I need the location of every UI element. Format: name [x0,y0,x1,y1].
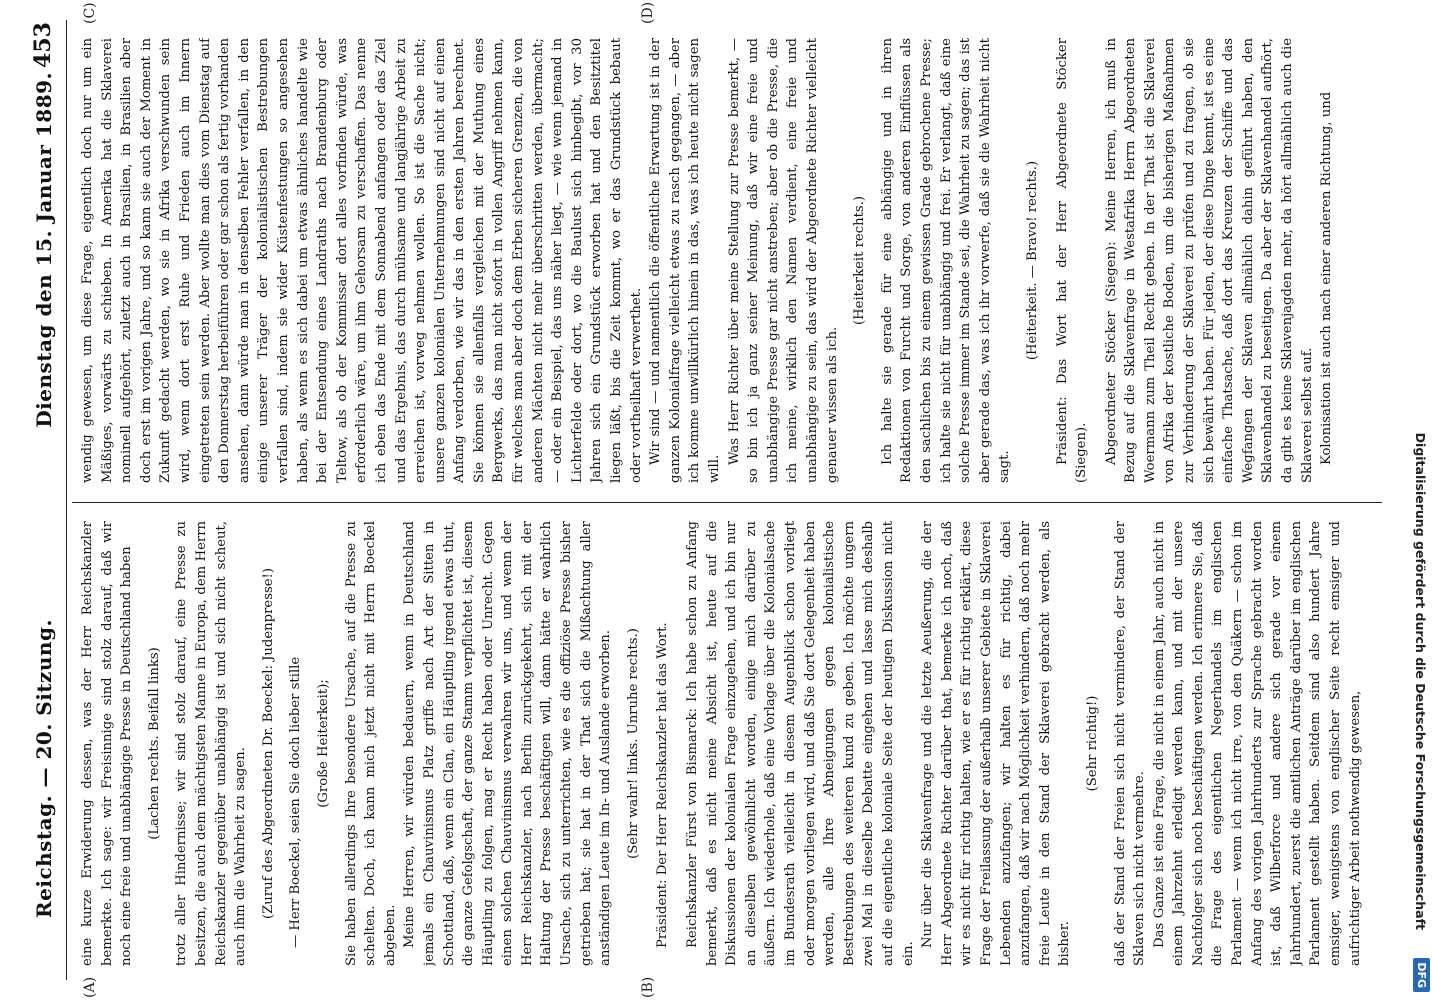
header-date: Dienstag den 15. Januar 1889. [32,72,56,428]
margin-mark-c: (C) [82,2,98,24]
paragraph: — Herr Boeckel, seien Sie doch lieber stille [288,656,304,948]
page-number: 453 [30,22,56,68]
interjection: (Sehr richtig!) [1084,695,1100,792]
right-column [78,38,1378,483]
paragraph: Nur über die Sklavenfrage und die letzte Aeußerung, die der Herr Abgeordnete Richter darüber that, bemerke ich noch, daß wir es nicht für richtig halten, wie er es für richtig erklärt, diese Frage der Freilassung der außerhalb unserer Gebiete in Sklaverei Lebenden anzufangen; wir halten es für richtig, dabei anzufangen, daß wir nach Möglichkeit verhindern, daß noch mehr freie Leute in den Stand der Sklaverei gebracht werden, als bisher. [920,521,1073,966]
digitization-credit [1410,0,1432,1000]
speaker-announcement: Präsident: Der Herr Reichskanzler hat das Wort. [655,622,671,948]
left-column [78,521,1378,966]
paragraph: Kolonisation ist auch nach einer anderen Richtung, und [1319,91,1335,465]
interjection: (Lachen rechts. Beifall links) [146,647,162,840]
paragraph: eine kurze Erwiderung dessen, was der Herr Reichskanzler bemerkte. Ich sage: wir Freisinnige sind stolz darauf, daß wir noch eine freie und unabhängige Presse in Deutschland haben [80,521,135,966]
margin-mark-b: (B) [640,976,656,998]
paragraph: Reichskanzler Fürst von Bismarck: Ich habe schon zu Anfang bemerkt, daß es nicht meine Absicht ist, heute auf die Diskussionen der kolonialen Frage einzugehen, und ich bin nur an dieselben gewöhnlicht worden, einige mich darüber zu äußern. Ich wiederhole, daß eine Vorlage über die Kolonialsache im Bundesrath vielleicht in diesem Augenblick schon vorliegt oder morgen vorliegen wird, und daß Sie dort Gelegenheit haben werden, alle Ihre Abneigungen gegen kolonialistische Bestrebungen des weiteren kund zu geben. Ich möchte ungern zwei Mal in dieselbe Debatte eingehen und lasse mich deshalb auf die eigentliche koloniale Seite der heutigen Diskussion nicht ein. [685,521,916,966]
paragraph: Abgeordneter Stöcker (Siegen): Meine Herren, ich muß in Bezug auf die Sklavenfrage in Westafrika Herrn Abgeordneten Woermann zum Theil Recht geben. In der That ist die Sklaverei von Afrika der kostliche Boden, um die bisherigen Maßnahmen zur Verhinderung der Sklaverei zu prüfen und zu fragen, ob sie sich bewährt haben. Für jeden, der diese Dinge kennt, ist es eine einfache Thatsache, daß dort das Kreuzen der Schiffe und das Wegfangen der Sklaven allmählich dahin geführt haben, den Sklavenhandel zu beseitigen. Da aber der Sklavenhandel aufhört, da gibt es keine Sklavenjagden mehr, da hört allmählich auch die Sklaverei selbst auf. [1103,38,1315,483]
paragraph: Meine Herren, wir würden bedauern, wenn in Deutschland jemals ein Chauvinismus Platz griffe nach Art der Sitten in Schottland, daß, wenn ein Clan, ein Häuptling irgend etwas thut, die ganze Gefolgschaft, der ganze Stamm verpflichtet ist, diesem Häuptling zu folgen, mag er Recht haben oder Unrecht. Gegen einen solchen Chauvinismus verwahren wir uns, und wenn der Herr Reichskanzler, nach Berlin zurückgekehrt, sich mit der Haltung der Presse beschäftigen will, dann hätte er wahrlich Ursache, sich zu unterrichten, wie es die offiziöse Presse bisher getrieben hat; sie hat in der That sich die Mißachtung aller anständigen Leute im In- und Auslande erworben. [402,521,614,966]
paragraph: trotz aller Hindernisse; wir sind stolz darauf, eine Presse zu besitzen, die auch dem mächtigsten Manne in Europa, dem Herrn Reichskanzler gegenüber unabhängig ist und sich nicht scheut, auch ihm die Wahrheit zu sagen. [174,521,249,966]
paragraph: daß der Stand der Freien sich nicht vermindere, der Stand der Sklaven sich nicht vermehre. [1112,521,1148,966]
paragraph: Das Ganze ist eine Frage, die nicht in einem Jahr, auch nicht in einem Jahrzehnt erledigt werden kann, und mit der unsere Nachfolger sich noch beschäftigen werden. Ich erinnere Sie, daß die Frage des eigentlichen Negerhandels im englischen Parlament — wenn ich nicht irre, von den Quäkern — schon im Anfang des vorigen Jahrhunderts zur Sprache gebracht worden ist, daß Wilberforce und andere sich gerade vor einem Jahrhundert, zuerst die amtlichen Anträge darüber im englischen Parlament gestellt haben. Seitdem sind also hundert Jahre emsiger, wenigstens von englischer Seite recht emsiger und aufrichtiger Arbeit nothwendig gewesen, [1151,521,1363,966]
column-separator [72,502,1382,503]
paragraph: Ich halte sie gerade für eine abhängige und in ihren Redaktionen von Furcht und Sorge, von anderen Einflüssen als den sachlichen bis zu einem gewissen Grade gebrochene Presse; ich halte sie nicht für unabhängig und frei. Er verlangt, daß eine solche Presse immer im Stande sei, die Wahrheit zu sagen; das ist aber gerade das, was ich ihr vorwerfe, daß sie die Wahrheit nicht sagt. [879,38,1013,483]
paragraph: Sie haben allerdings Ihre besondere Ursache, auf die Presse zu schelten. Doch, ich kann mich jetzt nicht mit Herrn Boeckel abgeben. [343,521,398,966]
margin-mark-a: (A) [82,976,98,998]
page-header [14,20,67,980]
paragraph: Was Herr Richter über meine Stellung zur Presse bemerkt, — so bin ich ja ganz seiner Meinung, daß wir eine freie und unabhängige Presse gar nicht anstreben; aber ob die Presse, die ich meine, wirklich den Namen verdient, eine freie und unabhängige zu sein, das wird der Abgeordnete Richter vielleicht genauer wissen als ich. [726,38,840,483]
interjection: (Heiterkeit rechts.) [852,196,868,325]
interjection: (Zuruf des Abgeordneten Dr. Boeckel: Judenpresse!) [260,568,276,919]
header-session: Reichstag. — 20. Sitzung. [32,619,56,918]
margin-mark-d: (D) [640,1,656,24]
paragraph: wendig gewesen, um diese Frage, eigentlich doch nur um ein Mäßiges, vorwärts zu schieben. In Amerika hat die Sklaverei nominell aufgehört, zuletzt auch in Brasilien, in Brasilien aber doch erst im vorigen Jahre, und so kann sie auch der Moment in Zukunft gedacht werden, wo sie in Afrika verschwunden sein wird, wenn dort erst Ruhe und Frieden auch im Innern eingetreten sein werden. Aber wollte man dies vom Dienstag auf den Donnerstag herbeiführen oder gar schon als fertig vorhanden ansehen, dann würde man in denselben Fehler verfallen, in den einige unserer Träger der kolonialistischen Bestrebungen verfallen sind, indem sie wider Küstenfestungen so angesehen haben, als wenn es sich dabei um etwas ähnliches handelte wie bei der Entsendung eines Landraths nach Brandenburg oder Teltow, als ob der Kommissar dort alles vorfinden würde, was erforderlich wäre, um ihm Gehorsam zu verschaffen. Das nenne ich eben das Ende mit dem Sonnabend anfangen oder das Ziel und das Ergebnis, das durch mühsame und langjährige Arbeit zu erreichen ist, vorweg nehmen wollen. So ist die Sache nicht; unsere ganzen kolonialen Unternehmungen sind nicht auf einen Anfang verdorben, wie wir das in den ersten Jahren berechnet. Sie können sie allenfalls vergleichen mit der Muthung eines Bergwerks, das man nicht sofort in vollen Angriff nehmen kann, für welches man aber doch dem Erben sicheren Grenzen, die von anderen Mächten nicht mehr überschritten werden, übermacht; — oder ein Beispiel, das uns näher liegt, — wie wenn jemand in Lichterfelde oder dort, wo die Baulust sich hinbegibt, vor 30 Jahren sich ein Grundstück erworben hat und den Besitztitel liegen läßt, bis die Zeit kommt, wo er das Grundstück bebaut oder vortheilhaft verwerthet. [80,38,644,483]
credit-text: Digitalisierung gefördert durch die Deutsche Forschungsgemeinschaft [1413,432,1429,930]
interjection: (Sehr wahr! links. Unruhe rechts.) [625,628,641,859]
paragraph: Wir sind — und namentlich die öffentliche Erwartung ist in der ganzen Kolonialfrage vielleicht etwas zu rasch gegangen, — aber ich komme unwillkürlich hinein in das, was ich heute nicht sagen will. [648,38,722,483]
speaker-announcement: Präsident: Das Wort hat der Herr Abgeordnete Stöcker (Siegen). [1054,38,1090,483]
interjection: (Heiterkeit. — Bravo! rechts.) [1024,160,1040,361]
dfg-logo: DFG [1413,958,1430,992]
interjection: (Große Heiterkeit); [315,679,331,808]
